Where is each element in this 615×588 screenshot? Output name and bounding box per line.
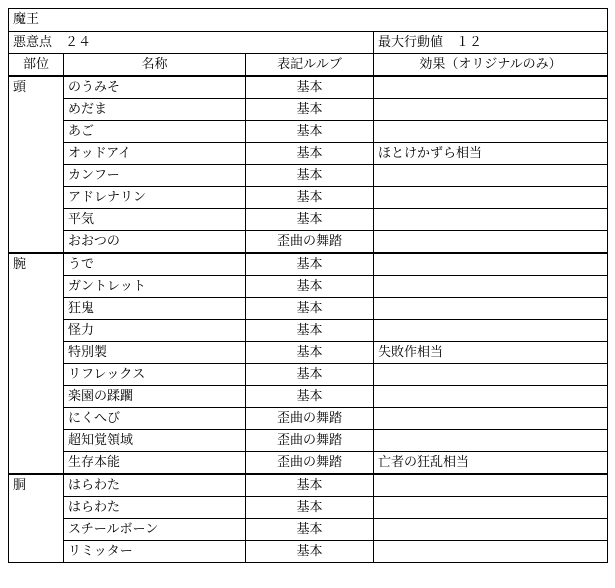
table-row [9, 99, 608, 121]
effect-cell [374, 541, 608, 563]
effect-cell [374, 364, 608, 386]
name-cell: 特別製 [64, 342, 246, 364]
name-cell: オッドアイ [64, 143, 246, 165]
rule-cell: 基本 [246, 519, 374, 541]
effect-cell [374, 187, 608, 209]
table-row [9, 121, 608, 143]
table-row [9, 298, 608, 320]
name-cell: のうみそ [64, 76, 246, 99]
table-row [9, 474, 608, 497]
name-cell: リフレックス [64, 364, 246, 386]
name-cell: おおつの [64, 231, 246, 254]
table-row [9, 452, 608, 475]
effect-cell [374, 276, 608, 298]
table-row [9, 209, 608, 231]
rule-cell: 歪曲の舞踏 [246, 430, 374, 452]
part-cell: 腕 [9, 253, 64, 474]
rule-cell: 基本 [246, 209, 374, 231]
rule-cell: 基本 [246, 165, 374, 187]
header-row [9, 54, 608, 77]
name-cell: ガントレット [64, 276, 246, 298]
header-rule: 表記ルルブ [246, 54, 374, 77]
name-cell: あご [64, 121, 246, 143]
effect-cell [374, 99, 608, 121]
parts-table [8, 8, 608, 563]
rule-cell: 基本 [246, 386, 374, 408]
name-cell: リミッター [64, 541, 246, 563]
effect-cell [374, 386, 608, 408]
name-cell: はらわた [64, 474, 246, 497]
rule-cell: 基本 [246, 298, 374, 320]
rule-cell: 基本 [246, 497, 374, 519]
effect-cell [374, 320, 608, 342]
effect-cell: ほとけかずら相当 [374, 143, 608, 165]
rule-cell: 基本 [246, 364, 374, 386]
action-label: 最大行動値 [378, 35, 444, 50]
name-cell: アドレナリン [64, 187, 246, 209]
table-row [9, 253, 608, 276]
table-row [9, 541, 608, 563]
effect-cell [374, 76, 608, 99]
table-row [9, 497, 608, 519]
rule-cell: 基本 [246, 143, 374, 165]
table-row [9, 320, 608, 342]
rule-cell: 基本 [246, 99, 374, 121]
table-row [9, 187, 608, 209]
rule-cell: 基本 [246, 320, 374, 342]
header-effect: 効果（オリジナルのみ） [374, 54, 608, 77]
table-row [9, 276, 608, 298]
header-part: 部位 [9, 54, 64, 77]
effect-cell: 失敗作相当 [374, 342, 608, 364]
rule-cell: 基本 [246, 276, 374, 298]
effect-cell [374, 474, 608, 497]
table-row [9, 231, 608, 254]
name-cell: 生存本能 [64, 452, 246, 475]
character-sheet [8, 8, 607, 563]
table-row [9, 165, 608, 187]
malice-label: 悪意点 [13, 35, 53, 50]
rule-cell: 基本 [246, 474, 374, 497]
name-cell: カンフー [64, 165, 246, 187]
malice-points [9, 32, 374, 54]
rule-cell: 歪曲の舞踏 [246, 231, 374, 254]
rule-cell: 歪曲の舞踏 [246, 408, 374, 430]
name-cell: うで [64, 253, 246, 276]
rule-cell: 基本 [246, 187, 374, 209]
name-cell: 超知覚領域 [64, 430, 246, 452]
table-row [9, 76, 608, 99]
table-row [9, 386, 608, 408]
effect-cell: 亡者の狂乱相当 [374, 452, 608, 475]
table-row [9, 342, 608, 364]
effect-cell [374, 209, 608, 231]
header-name: 名称 [64, 54, 246, 77]
effect-cell [374, 519, 608, 541]
effect-cell [374, 408, 608, 430]
rule-cell: 歪曲の舞踏 [246, 452, 374, 475]
table-row [9, 519, 608, 541]
effect-cell [374, 430, 608, 452]
rule-cell: 基本 [246, 121, 374, 143]
name-cell: スチールボーン [64, 519, 246, 541]
effect-cell [374, 253, 608, 276]
malice-value: ２４ [65, 35, 92, 50]
name-cell: 平気 [64, 209, 246, 231]
name-cell: はらわた [64, 497, 246, 519]
rule-cell: 基本 [246, 541, 374, 563]
table-row [9, 364, 608, 386]
name-cell: 楽園の蹂躙 [64, 386, 246, 408]
name-cell: にくへび [64, 408, 246, 430]
table-row [9, 430, 608, 452]
rule-cell: 基本 [246, 76, 374, 99]
name-cell: 狂鬼 [64, 298, 246, 320]
sheet-title: 魔王 [9, 9, 608, 32]
table-row [9, 408, 608, 430]
name-cell: めだま [64, 99, 246, 121]
part-cell: 胴 [9, 474, 64, 563]
effect-cell [374, 165, 608, 187]
effect-cell [374, 497, 608, 519]
rule-cell: 基本 [246, 342, 374, 364]
max-action [374, 32, 608, 54]
rule-cell: 基本 [246, 253, 374, 276]
action-value: １２ [456, 35, 483, 50]
effect-cell [374, 231, 608, 254]
effect-cell [374, 298, 608, 320]
effect-cell [374, 121, 608, 143]
name-cell: 怪力 [64, 320, 246, 342]
table-row [9, 143, 608, 165]
part-cell: 頭 [9, 76, 64, 253]
